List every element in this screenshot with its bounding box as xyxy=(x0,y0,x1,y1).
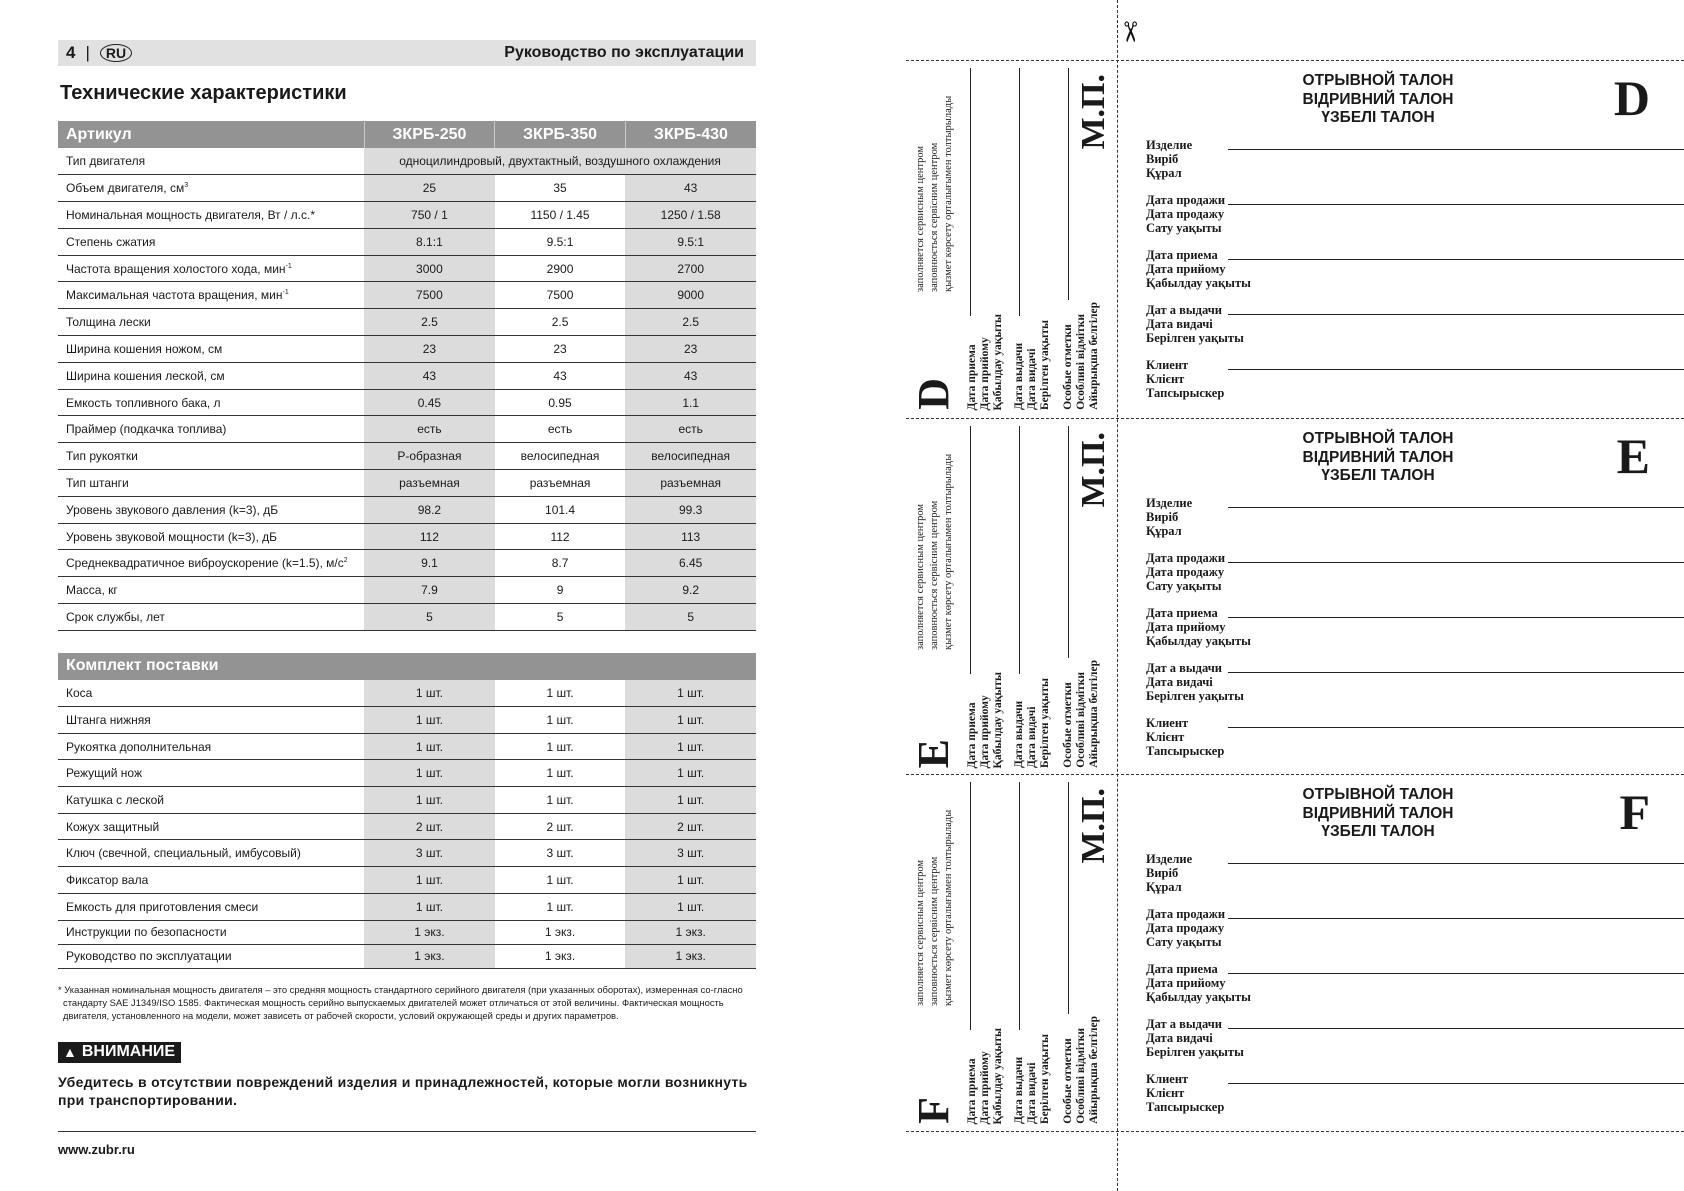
coupon-letter: E xyxy=(1616,428,1650,484)
table-row xyxy=(58,282,756,309)
row-label: Праймер (подкачка топлива) xyxy=(58,416,364,443)
row-label: Среднеквадратичное виброускорение (k=1.5), $м/с^2$ xyxy=(58,550,364,577)
row-value: 43 xyxy=(364,362,495,389)
stub-field-group: Особые отметки Особливі відмітки Айырықша белгілер xyxy=(1062,1016,1100,1124)
row-value: 43 xyxy=(625,175,756,202)
warning-triangle-icon: ▲ xyxy=(63,1044,77,1061)
table-row xyxy=(58,228,756,255)
coupon-field[interactable]: Дата продажи Дата продажу Сату уақыты xyxy=(1146,551,1684,593)
section-title: Технические характеристики xyxy=(60,82,347,104)
coupon-field[interactable]: Дата продажи Дата продажу Сату уақыты xyxy=(1146,193,1684,235)
tear-off-coupon xyxy=(1118,776,1684,1132)
table-row xyxy=(58,389,756,416)
row-value: 1 экз. xyxy=(364,920,495,944)
row-value: 113 xyxy=(625,523,756,550)
row-label: Фиксатор вала xyxy=(58,867,364,894)
kit-header-row xyxy=(58,653,756,680)
kit-title: Комплект поставки xyxy=(58,653,756,680)
row-value: 9000 xyxy=(625,282,756,309)
table-row xyxy=(58,309,756,336)
stub-line xyxy=(1019,68,1020,316)
tear-off-coupon xyxy=(1118,420,1684,776)
header-title: Руководство по эксплуатации xyxy=(504,44,744,61)
row-value: 1 шт. xyxy=(364,867,495,894)
row-value: 2.5 xyxy=(495,309,626,336)
coupon-stub xyxy=(906,776,1117,1132)
fill-in-line[interactable] xyxy=(1228,507,1684,508)
row-value: 750 / 1 xyxy=(364,202,495,229)
row-value: 1 шт. xyxy=(364,707,495,734)
table-row xyxy=(58,202,756,229)
horizontal-cut-line xyxy=(906,418,1684,419)
column-header: ЗКРБ-430 xyxy=(625,121,756,148)
table-row xyxy=(58,362,756,389)
coupon-field[interactable]: Дат а выдачи Дата видачі Берілген уақыты xyxy=(1146,1017,1684,1059)
row-value: 1 шт. xyxy=(364,893,495,920)
row-value: разъемная xyxy=(364,470,495,497)
coupon-title: ОТРЫВНОЙ ТАЛОН ВІДРИВНИЙ ТАЛОН ҮЗБЕЛІ ТАЛОН xyxy=(1302,72,1454,126)
coupon-field[interactable]: Дата приема Дата прийому Қабылдау уақыты xyxy=(1146,248,1684,290)
fill-in-line[interactable] xyxy=(1228,259,1684,260)
header-separator: | xyxy=(85,43,90,62)
row-value: 1150 / 1.45 xyxy=(495,202,626,229)
row-value: 2.5 xyxy=(364,309,495,336)
table-row xyxy=(58,840,756,867)
fill-in-line[interactable] xyxy=(1228,204,1684,205)
row-label: Рукоятка дополнительная xyxy=(58,733,364,760)
table-row xyxy=(58,920,756,944)
column-header: ЗКРБ-250 xyxy=(364,121,495,148)
row-value: разъемная xyxy=(495,470,626,497)
row-label: Объем двигателя, $см^3$ xyxy=(58,175,364,202)
fill-in-line[interactable] xyxy=(1228,863,1684,864)
row-value: 1 шт. xyxy=(625,733,756,760)
stub-line xyxy=(1019,426,1020,674)
table-row xyxy=(58,787,756,814)
row-value: 7500 xyxy=(495,282,626,309)
row-value: 2 шт. xyxy=(625,813,756,840)
row-value: 1 экз. xyxy=(364,944,495,968)
service-center-note: заполняется сервисным центром заповнюється сервісним центром қызмет көрсету орталығымен толтырылады xyxy=(915,95,954,292)
row-value: 43 xyxy=(625,362,756,389)
stub-field-group: Дата приема Дата прийому Қабылдау уақыты xyxy=(966,313,1004,410)
fill-in-line[interactable] xyxy=(1228,672,1684,673)
coupon-field[interactable]: Дат а выдачи Дата видачі Берілген уақыты xyxy=(1146,661,1684,703)
fill-in-line[interactable] xyxy=(1228,973,1684,974)
table-row xyxy=(58,496,756,523)
right-page xyxy=(906,0,1684,1191)
fill-in-line[interactable] xyxy=(1228,562,1684,563)
row-value: 1 шт. xyxy=(495,680,626,707)
row-value: 112 xyxy=(495,523,626,550)
stub-field-group: Дата приема Дата прийому Қабылдау уақыты xyxy=(966,671,1004,768)
row-label: Режущий нож xyxy=(58,760,364,787)
table-row xyxy=(58,175,756,202)
row-value: 23 xyxy=(625,336,756,363)
table-row xyxy=(58,893,756,920)
row-value: 9.1 xyxy=(364,550,495,577)
table-row xyxy=(58,867,756,894)
row-value: 0.45 xyxy=(364,389,495,416)
row-value: есть xyxy=(364,416,495,443)
row-value: 7500 xyxy=(364,282,495,309)
table-row xyxy=(58,733,756,760)
row-value: 1 шт. xyxy=(495,787,626,814)
stub-line xyxy=(970,68,971,316)
row-label: Ключ (свечной, специальный, имбусовый) xyxy=(58,840,364,867)
fill-in-line[interactable] xyxy=(1228,314,1684,315)
column-header: ЗКРБ-350 xyxy=(495,121,626,148)
coupon-field[interactable]: Дата продажи Дата продажу Сату уақыты xyxy=(1146,907,1684,949)
row-value: 3 шт. xyxy=(625,840,756,867)
row-value: 8.1:1 xyxy=(364,228,495,255)
row-value: 1 шт. xyxy=(495,760,626,787)
row-label: Штанга нижняя xyxy=(58,707,364,734)
row-value: 3 шт. xyxy=(364,840,495,867)
row-label: Емкость для приготовления смеси xyxy=(58,893,364,920)
left-page xyxy=(58,40,756,1157)
row-label: Тип рукоятки xyxy=(58,443,364,470)
coupon-letter: D xyxy=(1613,70,1650,126)
row-value: 0.95 xyxy=(495,389,626,416)
page-number: 4 xyxy=(66,43,76,62)
row-label: Уровень звуковой мощности (k=3), дБ xyxy=(58,523,364,550)
fill-in-line[interactable] xyxy=(1228,1083,1684,1084)
row-label: Номинальная мощность двигателя, Вт / л.с.* xyxy=(58,202,364,229)
row-value: 1 шт. xyxy=(625,893,756,920)
coupon-field[interactable]: Изделие Виріб Құрал xyxy=(1146,852,1684,894)
coupon-field[interactable]: Клиент Клієнт Тапсырыскер xyxy=(1146,1072,1684,1114)
row-value: 6.45 xyxy=(625,550,756,577)
row-value: 1 шт. xyxy=(495,867,626,894)
row-value: 9.5:1 xyxy=(625,228,756,255)
row-value: 3 шт. xyxy=(495,840,626,867)
stamp-label: М.П. xyxy=(1075,74,1112,150)
row-value: 5 xyxy=(364,604,495,631)
footer-divider xyxy=(58,1131,756,1132)
row-value: 1250 / 1.58 xyxy=(625,202,756,229)
row-value: 1 экз. xyxy=(495,920,626,944)
table-row xyxy=(58,523,756,550)
fill-in-line[interactable] xyxy=(1228,617,1684,618)
stub-line xyxy=(970,426,971,674)
row-value: 1 шт. xyxy=(495,893,626,920)
kit-table xyxy=(58,653,756,969)
coupon-title: ОТРЫВНОЙ ТАЛОН ВІДРИВНИЙ ТАЛОН ҮЗБЕЛІ ТАЛОН xyxy=(1302,786,1454,840)
row-label: Руководство по эксплуатации xyxy=(58,944,364,968)
scissors-icon: ✂ xyxy=(1114,20,1146,44)
table-row xyxy=(58,443,756,470)
row-value: 7.9 xyxy=(364,577,495,604)
table-row xyxy=(58,148,756,175)
row-value: 1 шт. xyxy=(495,733,626,760)
spec-header-row xyxy=(58,121,756,148)
coupon-field[interactable]: Изделие Виріб Құрал xyxy=(1146,496,1684,538)
row-value: 2900 xyxy=(495,255,626,282)
row-label: Тип двигателя xyxy=(58,148,364,175)
website-link[interactable]: www.zubr.ru xyxy=(58,1141,135,1157)
stub-line xyxy=(1068,782,1069,1014)
row-value: 3000 xyxy=(364,255,495,282)
table-row xyxy=(58,550,756,577)
fill-in-line[interactable] xyxy=(1228,918,1684,919)
coupon-field[interactable]: Клиент Клієнт Тапсырыскер xyxy=(1146,358,1684,400)
row-value: есть xyxy=(495,416,626,443)
row-value: 2 шт. xyxy=(364,813,495,840)
row-label: Коса xyxy=(58,680,364,707)
row-label: Частота вращения холостого хода, мин$^{-1}$ xyxy=(58,255,364,282)
stub-field-group: Дата приема Дата прийому Қабылдау уақыты xyxy=(966,1027,1004,1124)
stub-field-group: Дата выдачи Дата видачі Берілген уақыты xyxy=(1013,319,1051,410)
row-value: 1 шт. xyxy=(625,680,756,707)
row-label: Толщина лески xyxy=(58,309,364,336)
row-value: 1 шт. xyxy=(625,760,756,787)
horizontal-cut-line xyxy=(906,60,1684,61)
table-row xyxy=(58,577,756,604)
stub-letter: D xyxy=(909,378,958,410)
table-row xyxy=(58,944,756,968)
row-label: Кожух защитный xyxy=(58,813,364,840)
stub-line xyxy=(1019,782,1020,1030)
row-label: Тип штанги xyxy=(58,470,364,497)
row-value: 1 шт. xyxy=(625,787,756,814)
coupon-field[interactable]: Изделие Виріб Құрал xyxy=(1146,138,1684,180)
fill-in-line[interactable] xyxy=(1228,727,1684,728)
stub-line xyxy=(1068,68,1069,300)
row-value: 9 xyxy=(495,577,626,604)
tear-off-coupon xyxy=(1118,62,1684,418)
row-label: Емкость топливного бака, л xyxy=(58,389,364,416)
row-value: 43 xyxy=(495,362,626,389)
warning-text: Убедитесь в отсутствии повреждений изделия и принадлежностей, которые могли возникнуть при транспортировании. xyxy=(58,1073,748,1108)
row-value: 1 шт. xyxy=(625,707,756,734)
row-value: 1 шт. xyxy=(495,707,626,734)
row-label: Ширина кошения ножом, см xyxy=(58,336,364,363)
stub-field-group: Дата выдачи Дата видачі Берілген уақыты xyxy=(1013,677,1051,768)
language-badge: RU xyxy=(100,44,132,62)
stub-field-group: Особые отметки Особливі відмітки Айырықша белгілер xyxy=(1062,302,1100,410)
table-row xyxy=(58,255,756,282)
row-value: 1 шт. xyxy=(364,787,495,814)
row-value: 2.5 xyxy=(625,309,756,336)
row-label: Степень сжатия xyxy=(58,228,364,255)
table-row xyxy=(58,707,756,734)
row-value: 5 xyxy=(625,604,756,631)
row-label: Максимальная частота вращения, мин$^{-1}$ xyxy=(58,282,364,309)
coupon-field[interactable]: Клиент Клієнт Тапсырыскер xyxy=(1146,716,1684,758)
service-center-note: заполняется сервисным центром заповнюється сервісним центром қызмет көрсету орталығымен толтырылады xyxy=(915,809,954,1006)
row-value: велосипедная xyxy=(495,443,626,470)
footnote: * Указанная номинальная мощность двигателя – это средняя мощность стандартного серийного двигателя (при указанных оборотах), измеренная со-гласно стандарту SAE J1349/ISO 1585. Фактическая мощность серийно выпускаемых двигателей может отличаться от этой величины. Фактическая мощность двигателя, установленного на модели, может зависеть от рабочей скорости, условий окружающей среды и других параметров. xyxy=(58,983,743,1021)
row-label: Инструкции по безопасности xyxy=(58,920,364,944)
row-value: Р-образная xyxy=(364,443,495,470)
row-value: 101.4 xyxy=(495,496,626,523)
coupon-letter: F xyxy=(1619,784,1650,840)
column-header: Артикул xyxy=(58,121,364,148)
row-label: Срок службы, лет xyxy=(58,604,364,631)
row-value: 1 экз. xyxy=(625,944,756,968)
row-value: 5 xyxy=(495,604,626,631)
service-center-note: заполняется сервисным центром заповнюється сервісним центром қызмет көрсету орталығымен толтырылады xyxy=(915,453,954,650)
row-value: 1 экз. xyxy=(495,944,626,968)
coupon-field[interactable]: Дат а выдачи Дата видачі Берілген уақыты xyxy=(1146,303,1684,345)
row-value: разъемная xyxy=(625,470,756,497)
row-label: Уровень звукового давления (k=3), дБ xyxy=(58,496,364,523)
row-value: 9.2 xyxy=(625,577,756,604)
row-value: 1.1 xyxy=(625,389,756,416)
table-row xyxy=(58,336,756,363)
row-value: 23 xyxy=(495,336,626,363)
table-row xyxy=(58,680,756,707)
table-row xyxy=(58,416,756,443)
coupon-field[interactable]: Дата приема Дата прийому Қабылдау уақыты xyxy=(1146,606,1684,648)
row-value: 1 шт. xyxy=(364,680,495,707)
row-value: 2 шт. xyxy=(495,813,626,840)
table-row xyxy=(58,760,756,787)
row-value: 112 xyxy=(364,523,495,550)
coupon-stub xyxy=(906,420,1117,776)
stamp-label: М.П. xyxy=(1075,788,1112,864)
row-value: 99.3 xyxy=(625,496,756,523)
stamp-label: М.П. xyxy=(1075,432,1112,508)
warning-badge xyxy=(58,1042,181,1063)
row-label: Масса, кг xyxy=(58,577,364,604)
row-value: одноцилиндровый, двухтактный, воздушного охлаждения xyxy=(364,148,756,175)
row-label: Катушка с леской xyxy=(58,787,364,814)
row-value: 9.5:1 xyxy=(495,228,626,255)
row-value: 2700 xyxy=(625,255,756,282)
table-row xyxy=(58,470,756,497)
fill-in-line[interactable] xyxy=(1228,149,1684,150)
fill-in-line[interactable] xyxy=(1228,369,1684,370)
row-value: 1 экз. xyxy=(625,920,756,944)
row-value: 98.2 xyxy=(364,496,495,523)
row-label: Ширина кошения леской, см xyxy=(58,362,364,389)
row-value: велосипедная xyxy=(625,443,756,470)
stub-letter: F xyxy=(909,1097,958,1124)
row-value: 1 шт. xyxy=(364,760,495,787)
table-row xyxy=(58,604,756,631)
stub-letter: E xyxy=(909,738,958,768)
warning-label: ВНИМАНИЕ xyxy=(81,1043,176,1061)
coupon-title: ОТРЫВНОЙ ТАЛОН ВІДРИВНИЙ ТАЛОН ҮЗБЕЛІ ТАЛОН xyxy=(1302,430,1454,484)
row-value: 35 xyxy=(495,175,626,202)
fill-in-line[interactable] xyxy=(1228,1028,1684,1029)
coupon-stub xyxy=(906,62,1117,418)
coupon-field[interactable]: Дата приема Дата прийому Қабылдау уақыты xyxy=(1146,962,1684,1004)
spec-table xyxy=(58,121,756,631)
stub-line xyxy=(1068,426,1069,658)
row-value: 23 xyxy=(364,336,495,363)
row-value: есть xyxy=(625,416,756,443)
row-value: 8.7 xyxy=(495,550,626,577)
row-value: 25 xyxy=(364,175,495,202)
row-value: 1 шт. xyxy=(364,733,495,760)
table-row xyxy=(58,813,756,840)
row-value: 1 шт. xyxy=(625,867,756,894)
page-header xyxy=(58,40,756,66)
stub-line xyxy=(970,782,971,1030)
stub-field-group: Дата выдачи Дата видачі Берілген уақыты xyxy=(1013,1033,1051,1124)
stub-field-group: Особые отметки Особливі відмітки Айырықша белгілер xyxy=(1062,660,1100,768)
